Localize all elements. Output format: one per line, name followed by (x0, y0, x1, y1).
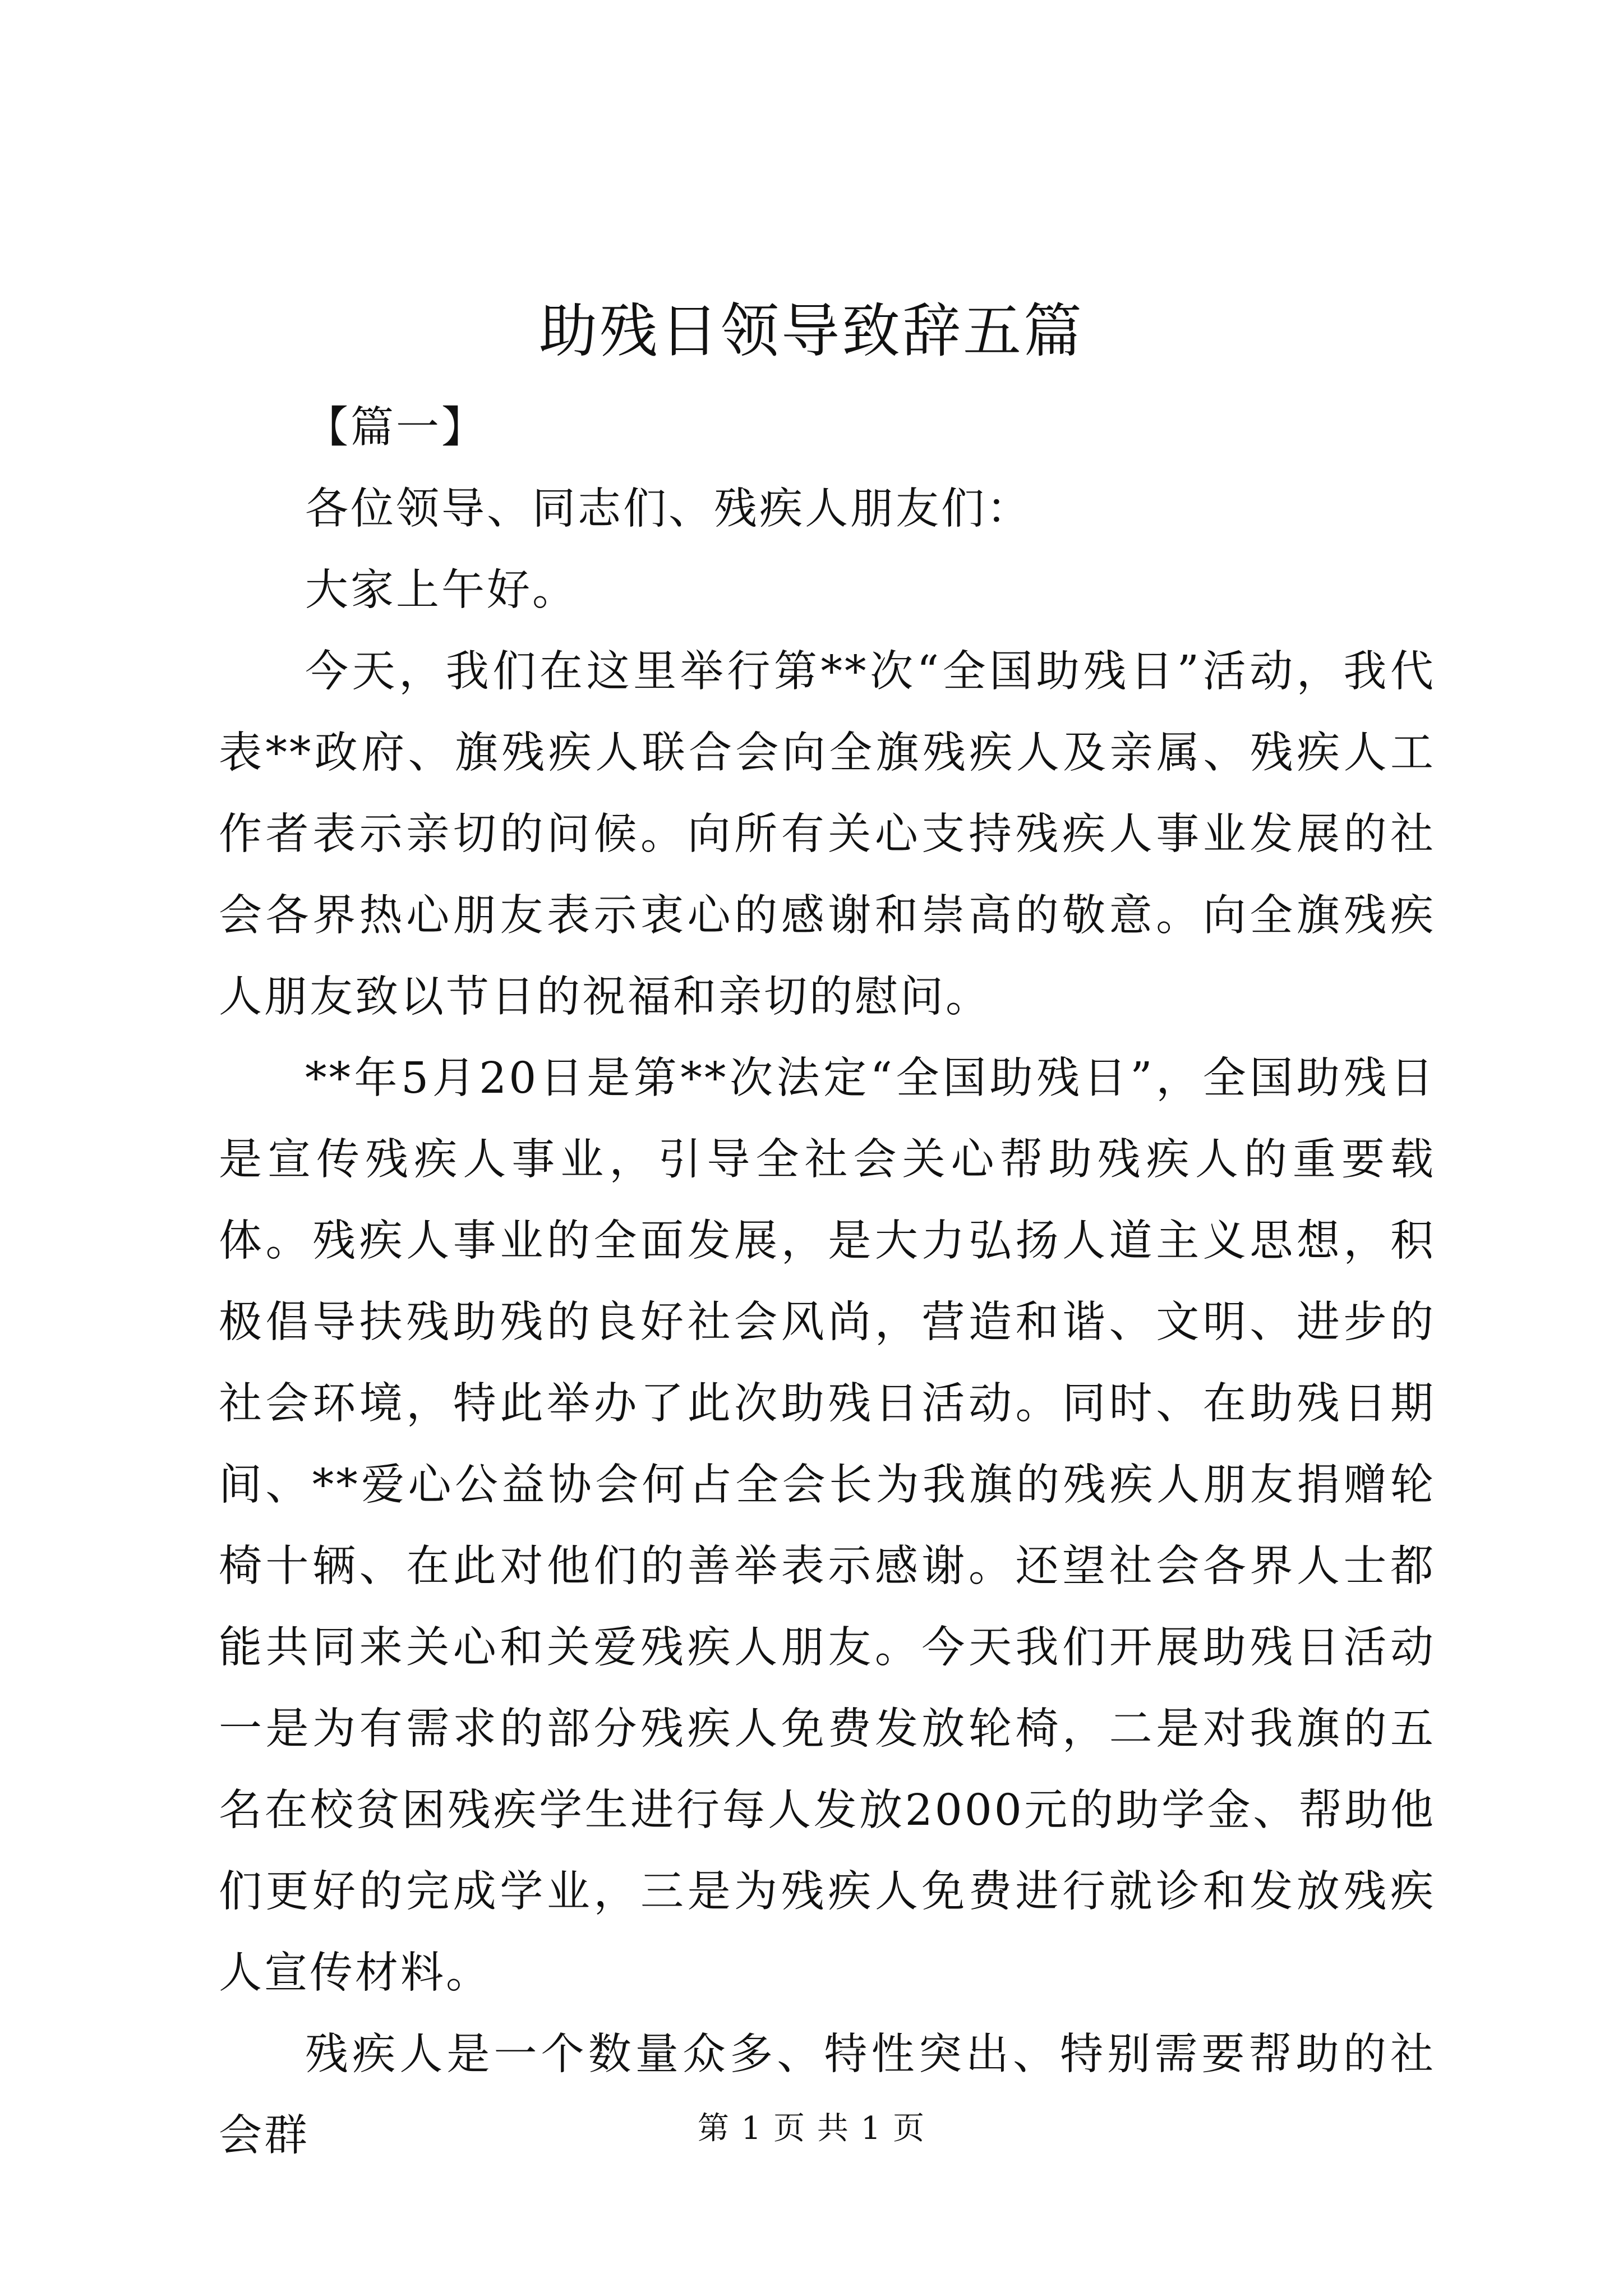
body-paragraph: 残疾人是一个数量众多、特性突出、特别需要帮助的社会群 (219, 2030, 1436, 2161)
page-number: 第 1 页 共 1 页 (697, 2110, 926, 2147)
body-paragraph: **年5月20日是第**次法定“全国助残日”，全国助残日是宣传残疾人事业，引导全社会关心帮助残疾人的重要载体。残疾人事业的全面发展，是大力弘扬人道主义思想，积极倡导扶残助残的良好社会风尚，营造和谐、文明、进步的社会环境，特此举办了此次助残日活动。同时、在助残日期间、**爱心公益协会何占全会长为我旗的残疾人朋友捐赠轮椅十辆、在此对他们的善举表示感谢。还望社会各界人士都能共同来关心和关爱残疾人朋友。今天我们开展助残日活动一是为有需求的部分残疾人免费发放轮椅，二是对我旗的五名在校贫困残疾学生进行每人发放2000元的助学金、帮助他们更好的完成学业，三是为残疾人免费进行就诊和发放残疾人宣传材料。 (219, 1053, 1436, 1998)
greeting: 大家上午好。 (305, 565, 578, 615)
section-heading: 【篇一】 (305, 403, 487, 453)
salutation: 各位领导、同志们、残疾人朋友们： (305, 484, 1032, 534)
document-title: 助残日领导致辞五篇 (538, 297, 1084, 365)
document-body (219, 387, 1436, 2177)
body-paragraph: 今天，我们在这里举行第**次“全国助残日”活动，我代表**政府、旗残疾人联合会向全旗残疾人及亲属、残疾人工作者表示亲切的问候。向所有关心支持残疾人事业发展的社会各界热心朋友表示衷心的感谢和崇高的敬意。向全旗残疾人朋友致以节日的祝福和亲切的慰问。 (219, 647, 1436, 1022)
